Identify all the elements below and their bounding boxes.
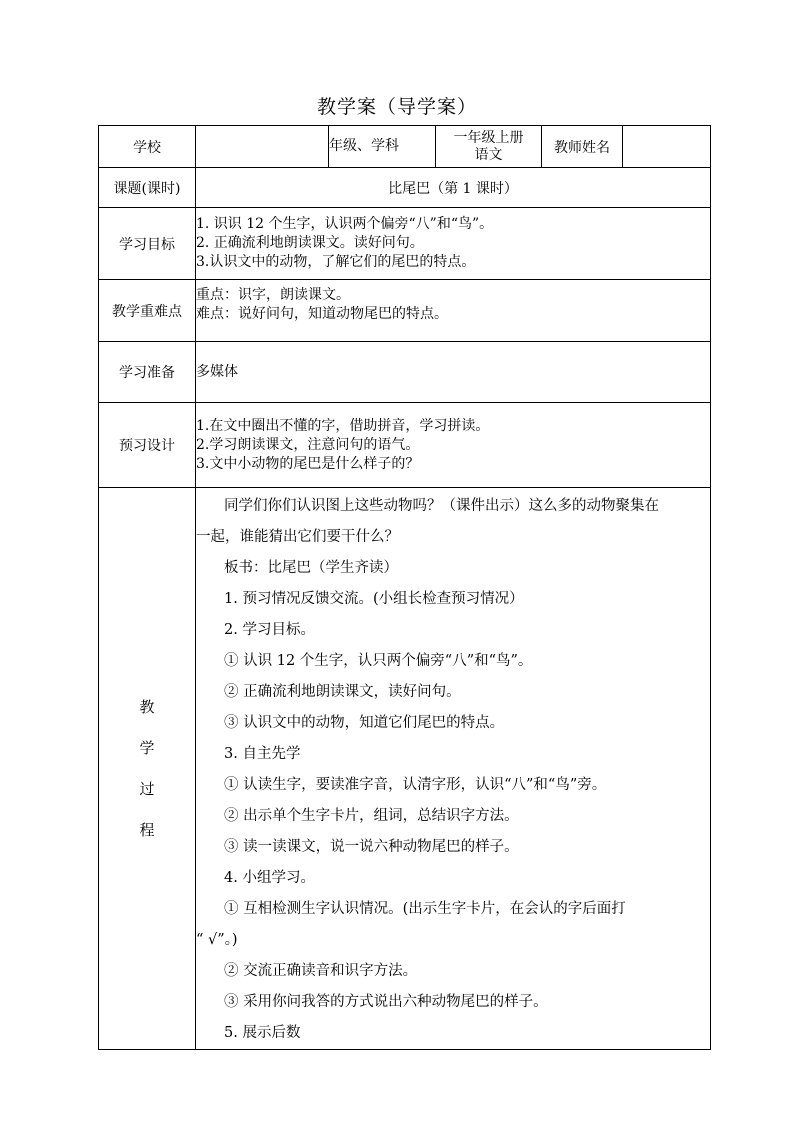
key-point-line: 难点：说好问句，知道动物尾巴的特点。 [196,306,448,322]
preview-content [196,403,711,488]
topic-label: 课题(课时) [99,168,196,208]
grade-value-line2: 语文 [474,146,503,163]
preparation-row [99,342,711,403]
grade-subject-value [436,126,542,168]
preparation-label: 学习准备 [99,342,196,403]
teacher-name-value [623,126,711,168]
key-point-line: 重点：识字，朗读课文。 [196,287,350,303]
process-line: 4. 小组学习。 [224,870,315,886]
process-label-char: 学 [139,738,155,757]
preview-line: 2.学习朗读课文，注意问句的语气。 [196,436,420,453]
key-points-label: 教学重难点 [99,280,196,342]
preparation-value: 多媒体 [196,342,711,403]
process-line: ③ 认识文中的动物，知道它们尾巴的特点。 [224,715,505,731]
process-line: 一起，谁能猜出它们要干什么？ [196,529,399,545]
header-row [99,126,711,168]
process-line: ① 认读生字，要读准字音，认清字形，认识“八”和“鸟”旁。 [224,777,607,793]
process-label-char: 过 [139,779,155,798]
process-line: ② 交流正确读音和识字方法。 [224,963,418,979]
process-line: “ √”。) [196,932,238,948]
process-label-char: 程 [139,820,155,839]
preview-line: 3.文中小动物的尾巴是什么样子的？ [196,455,420,472]
objective-line: 2. 正确流利地朗读课文。读好问句。 [196,235,424,251]
school-label: 学校 [99,126,196,168]
topic-value: 比尾巴（第 1 课时） [196,168,711,208]
process-line: 1. 预习情况反馈交流。(小组长检查预习情况） [224,591,524,607]
process-row [99,488,711,1050]
process-content [196,488,711,1050]
process-line: ② 出示单个生字卡片，组词，总结识字方法。 [224,808,519,824]
process-line: 3. 自主先学 [224,746,301,762]
process-line: ① 互相检测生字认识情况。(出示生字卡片，在会认的字后面打 [224,901,626,917]
process-line: 板书：比尾巴（学生齐读） [224,560,398,576]
topic-row [99,168,711,208]
page-title: 教学案（导学案） [316,96,477,118]
process-line: 同学们你们认识图上这些动物吗？（课件出示）这么多的动物聚集在 [224,498,659,514]
school-value [196,126,329,168]
objective-line: 3.认识文中的动物，了解它们的尾巴的特点。 [196,254,476,270]
process-line: ② 正确流利地朗读课文，读好问句。 [224,684,461,700]
key-points-row [99,280,711,342]
objectives-row [99,208,711,280]
process-line: 2. 学习目标。 [224,622,315,638]
grade-value-line1: 一年级上册 [453,129,524,146]
process-label [99,488,196,1050]
process-line: ③ 读一读课文，说一说六种动物尾巴的样子。 [224,839,519,855]
process-line: ① 认识 12 个生字，认只两个偏旁“八”和“鸟”。 [224,653,533,669]
lesson-plan-table [98,125,711,1050]
preview-label: 预习设计 [99,403,196,488]
key-points-content [196,280,711,342]
teacher-name-label: 教师姓名 [542,126,623,168]
process-label-char: 教 [139,697,155,716]
grade-subject-label: 年级、学科 [329,126,436,168]
process-line: 5. 展示后数 [224,1025,301,1041]
preview-row [99,403,711,488]
process-line: ③ 采用你问我答的方式说出六种动物尾巴的样子。 [224,994,548,1010]
preview-line: 1.在文中圈出不懂的字，借助拼音，学习拼读。 [196,417,490,434]
objectives-label: 学习目标 [99,208,196,280]
objectives-content [196,208,711,280]
objective-line: 1. 识识 12 个生字，认识两个偏旁“八”和“鸟”。 [196,216,494,232]
